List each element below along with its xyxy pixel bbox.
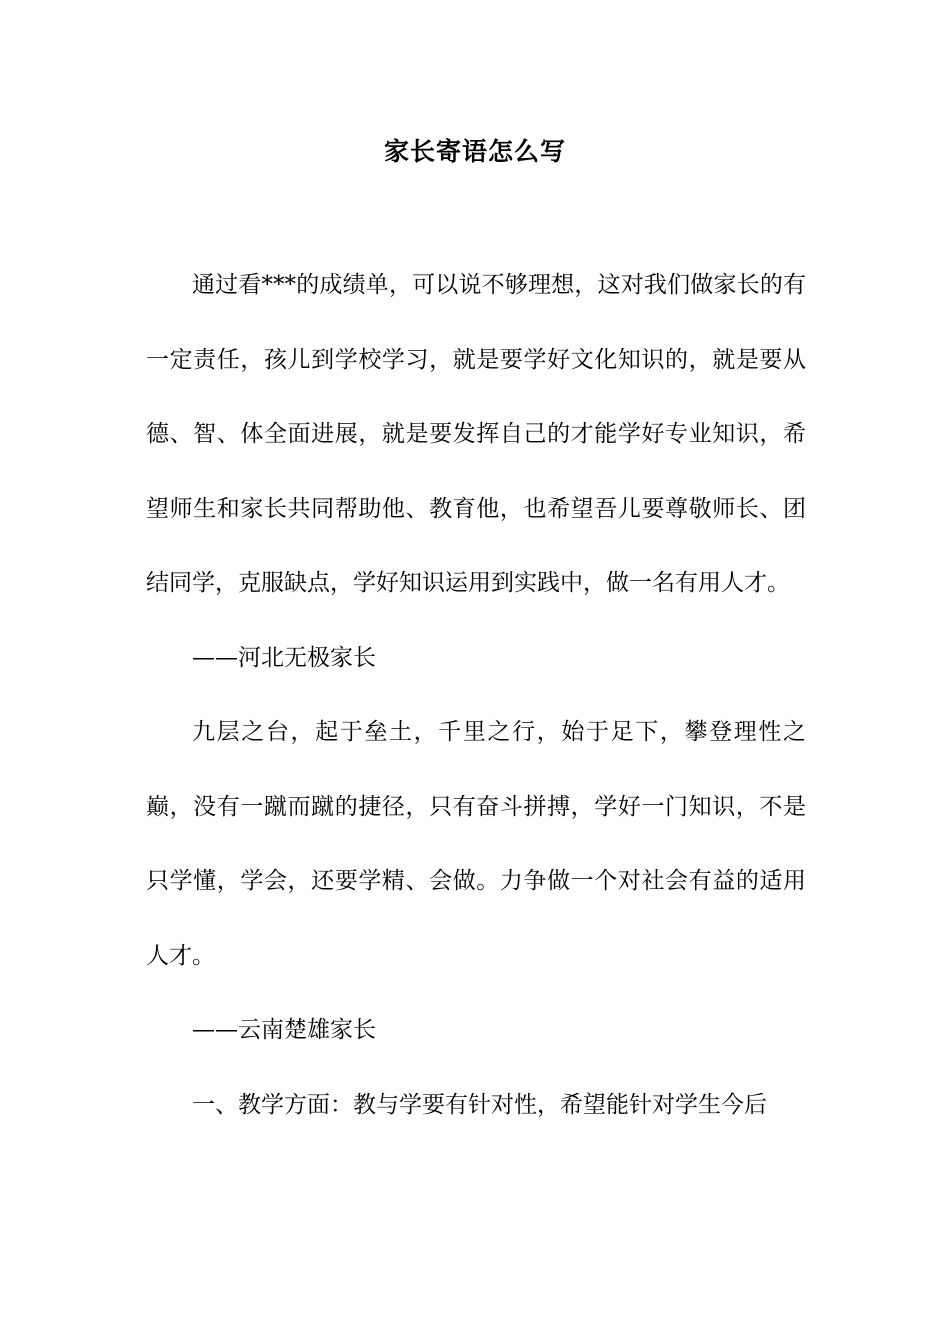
- paragraph-hebei-parent-message: 通过看***的成绩单，可以说不够理想，这对我们做家长的有一定责任，孩儿到学校学习，就是要学好文化知识的，就是要从德、智、体全面进展，就是要发挥自己的才能学好专业知识，希望师生和家长共同帮助他、教育他，也希望吾儿要尊敬师长、团结同学，克服缺点，学好知识运用到实践中，做一名有用人才。: [146, 272, 806, 596]
- paragraph-yunnan-parent-message: 九层之台，起于垒土，千里之行，始于足下，攀登理性之巅，没有一蹴而蹴的捷径，只有奋斗拼搏，学好一门知识，不是只学懂，学会，还要学精、会做。力争做一个对社会有益的适用人才。: [146, 719, 806, 969]
- paragraph-teaching-aspect: 一、教学方面：教与学要有针对性，希望能针对学生今后: [192, 1091, 767, 1118]
- signature-hebei-wuji-parent: ——河北无极家长: [192, 644, 376, 671]
- document-body: [146, 248, 806, 1142]
- document-title: 家长寄语怎么写: [383, 137, 566, 166]
- signature-yunnan-chuxiong-parent: ——云南楚雄家长: [192, 1017, 376, 1043]
